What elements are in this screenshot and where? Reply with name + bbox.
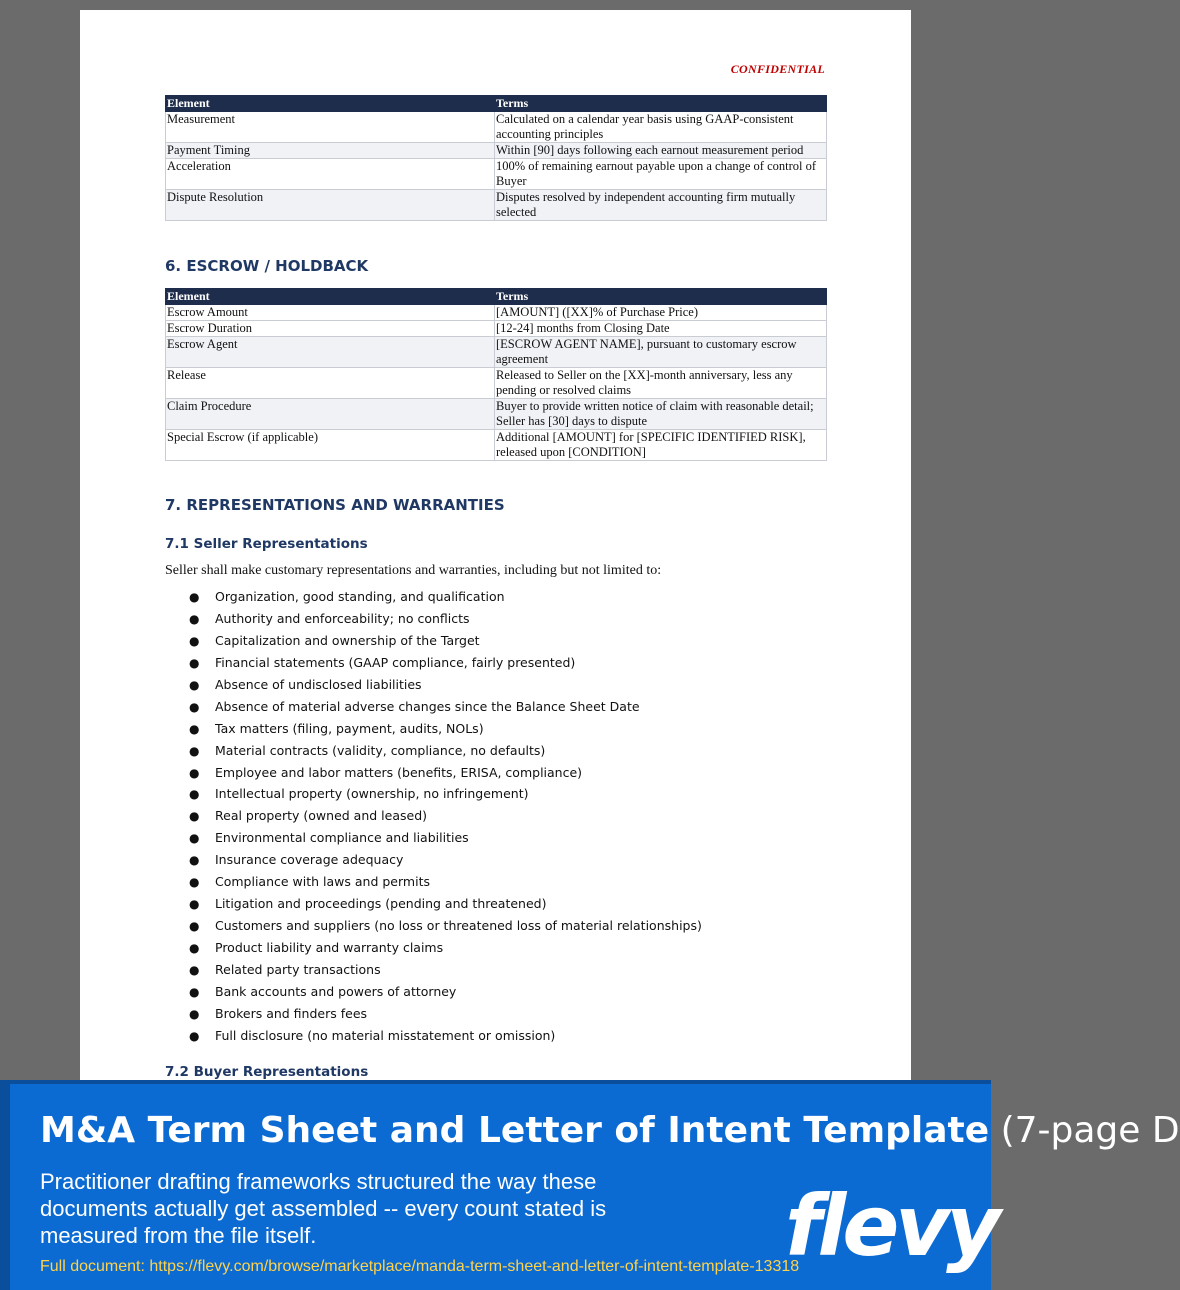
list-item-text: Related party transactions — [215, 961, 381, 977]
list-item — [165, 719, 702, 741]
list-item — [165, 960, 702, 982]
table-cell: Released to Seller on the [XX]-month anniversary, less any pending or resolved claims — [495, 368, 827, 399]
list-item-text: Material contracts (validity, compliance, no defaults) — [215, 742, 546, 758]
banner-title — [40, 1110, 1180, 1151]
bullet-icon: ● — [189, 853, 200, 868]
table-row — [166, 321, 827, 337]
section-heading-escrow: 6. ESCROW / HOLDBACK — [165, 257, 369, 275]
table-row — [166, 305, 827, 321]
list-item — [165, 894, 702, 916]
list-item-text: Customers and suppliers (no loss or threatened loss of material relationships) — [215, 918, 702, 934]
bullet-icon: ● — [189, 831, 200, 846]
list-item — [165, 763, 702, 785]
promo-banner — [0, 1080, 1180, 1290]
table-cell: Buyer to provide written notice of claim with reasonable detail; Seller has [30] days to dispute — [495, 399, 827, 430]
table-cell: Measurement — [166, 112, 495, 143]
bullet-icon: ● — [189, 875, 200, 890]
list-item — [165, 587, 702, 609]
table-cell: [AMOUNT] ([XX]% of Purchase Price) — [495, 305, 827, 321]
bullet-icon: ● — [189, 1028, 200, 1043]
table-header-cell: Element — [166, 96, 495, 112]
list-item — [165, 697, 702, 719]
list-item — [165, 916, 702, 938]
banner-title-suffix: (7-page D — [989, 1110, 1180, 1151]
table-cell: Disputes resolved by independent accounting firm mutually selected — [495, 190, 827, 221]
flevy-logo[interactable]: flevy — [785, 1177, 997, 1275]
table-cell: Escrow Amount — [166, 305, 495, 321]
table-cell: Calculated on a calendar year basis using GAAP-consistent accounting principles — [495, 112, 827, 143]
table-row — [166, 159, 827, 190]
table-row — [166, 430, 827, 461]
list-item-text: Full disclosure (no material misstatement or omission) — [215, 1027, 556, 1043]
table-cell: Additional [AMOUNT] for [SPECIFIC IDENTIFIED RISK], released upon [CONDITION] — [495, 430, 827, 461]
intro-paragraph: Seller shall make customary representations and warranties, including but not limited to: — [165, 563, 662, 578]
banner-accent-bar — [0, 1084, 10, 1290]
list-item-text: Intellectual property (ownership, no infringement) — [215, 786, 529, 802]
bullet-icon: ● — [189, 919, 200, 934]
list-item — [165, 850, 702, 872]
bullet-icon: ● — [189, 677, 200, 692]
list-item-text: Brokers and finders fees — [215, 1005, 368, 1021]
list-item — [165, 1004, 702, 1026]
bullet-icon: ● — [189, 984, 200, 999]
bullet-icon: ● — [189, 721, 200, 736]
list-item — [165, 631, 702, 653]
confidential-label: CONFIDENTIAL — [730, 62, 825, 76]
seller-representations-list — [165, 587, 702, 1048]
list-item — [165, 982, 702, 1004]
bullet-icon: ● — [189, 1006, 200, 1021]
list-item-text: Real property (owned and leased) — [215, 808, 427, 824]
bullet-icon: ● — [189, 633, 200, 648]
table-row — [166, 190, 827, 221]
list-item — [165, 806, 702, 828]
list-item-text: Tax matters (filing, payment, audits, NOLs) — [215, 720, 484, 736]
table-row — [166, 368, 827, 399]
table-header-row — [166, 289, 827, 305]
section-heading-reps: 7. REPRESENTATIONS AND WARRANTIES — [165, 496, 505, 514]
list-item-text: Employee and labor matters (benefits, ERISA, compliance) — [215, 764, 583, 780]
table-cell: Special Escrow (if applicable) — [166, 430, 495, 461]
bullet-icon: ● — [189, 809, 200, 824]
table-row — [166, 399, 827, 430]
document-link[interactable]: Full document: https://flevy.com/browse/marketplace/manda-term-sheet-and-letter-of-intent-template-13318 — [40, 1258, 800, 1275]
table-row — [166, 337, 827, 368]
bullet-icon: ● — [189, 611, 200, 626]
banner-description: Practitioner drafting frameworks structured the way these documents actually get assembled -- every count stated is measured from the file itself. — [40, 1169, 607, 1248]
table-cell: Escrow Duration — [166, 321, 495, 337]
table-cell: Within [90] days following each earnout measurement period — [495, 143, 827, 159]
bullet-icon: ● — [189, 699, 200, 714]
list-item-text: Organization, good standing, and qualification — [215, 589, 505, 604]
bullet-icon: ● — [189, 787, 200, 802]
subsection-heading-buyer: 7.2 Buyer Representations — [165, 1064, 369, 1080]
table-header-cell: Element — [166, 289, 495, 305]
list-item-text: Capitalization and ownership of the Target — [215, 632, 480, 648]
list-item — [165, 653, 702, 675]
bullet-icon: ● — [189, 590, 200, 604]
table-header-cell: Terms — [495, 289, 827, 305]
table-cell: Claim Procedure — [166, 399, 495, 430]
table-header-row — [166, 96, 827, 112]
document-page — [80, 10, 911, 1110]
list-item — [165, 609, 702, 631]
list-item — [165, 872, 702, 894]
table-cell: 100% of remaining earnout payable upon a change of control of Buyer — [495, 159, 827, 190]
table-cell: Dispute Resolution — [166, 190, 495, 221]
subsection-heading-seller: 7.1 Seller Representations — [165, 536, 368, 552]
bullet-icon: ● — [189, 765, 200, 780]
list-item-text: Absence of material adverse changes since the Balance Sheet Date — [215, 698, 640, 714]
list-item — [165, 741, 702, 763]
bullet-icon: ● — [189, 743, 200, 758]
table-cell: Acceleration — [166, 159, 495, 190]
list-item — [165, 938, 702, 960]
table-cell: [12-24] months from Closing Date — [495, 321, 827, 337]
escrow-terms-table — [165, 288, 827, 461]
list-item-text: Authority and enforceability; no conflicts — [215, 610, 470, 626]
bullet-icon: ● — [189, 897, 200, 912]
earnout-terms-table — [165, 95, 827, 221]
bullet-icon: ● — [189, 941, 200, 955]
list-item-text: Environmental compliance and liabilities — [215, 830, 469, 846]
list-item — [165, 1026, 702, 1048]
list-item-text: Absence of undisclosed liabilities — [215, 676, 422, 692]
table-header-cell: Terms — [495, 96, 827, 112]
table-cell: Release — [166, 368, 495, 399]
list-item-text: Product liability and warranty claims — [215, 940, 444, 955]
list-item-text: Insurance coverage adequacy — [215, 852, 404, 868]
bullet-icon: ● — [189, 655, 200, 670]
table-cell: Payment Timing — [166, 143, 495, 159]
banner-title-main: M&A Term Sheet and Letter of Intent Template — [40, 1110, 990, 1151]
list-item — [165, 675, 702, 697]
table-row — [166, 112, 827, 143]
list-item-text: Bank accounts and powers of attorney — [215, 983, 457, 999]
bullet-icon: ● — [189, 962, 200, 977]
table-cell: [ESCROW AGENT NAME], pursuant to customary escrow agreement — [495, 337, 827, 368]
list-item-text: Litigation and proceedings (pending and threatened) — [215, 896, 547, 912]
list-item-text: Financial statements (GAAP compliance, fairly presented) — [215, 654, 576, 670]
list-item-text: Compliance with laws and permits — [215, 874, 430, 890]
table-row — [166, 143, 827, 159]
list-item — [165, 784, 702, 806]
list-item — [165, 828, 702, 850]
table-cell: Escrow Agent — [166, 337, 495, 368]
